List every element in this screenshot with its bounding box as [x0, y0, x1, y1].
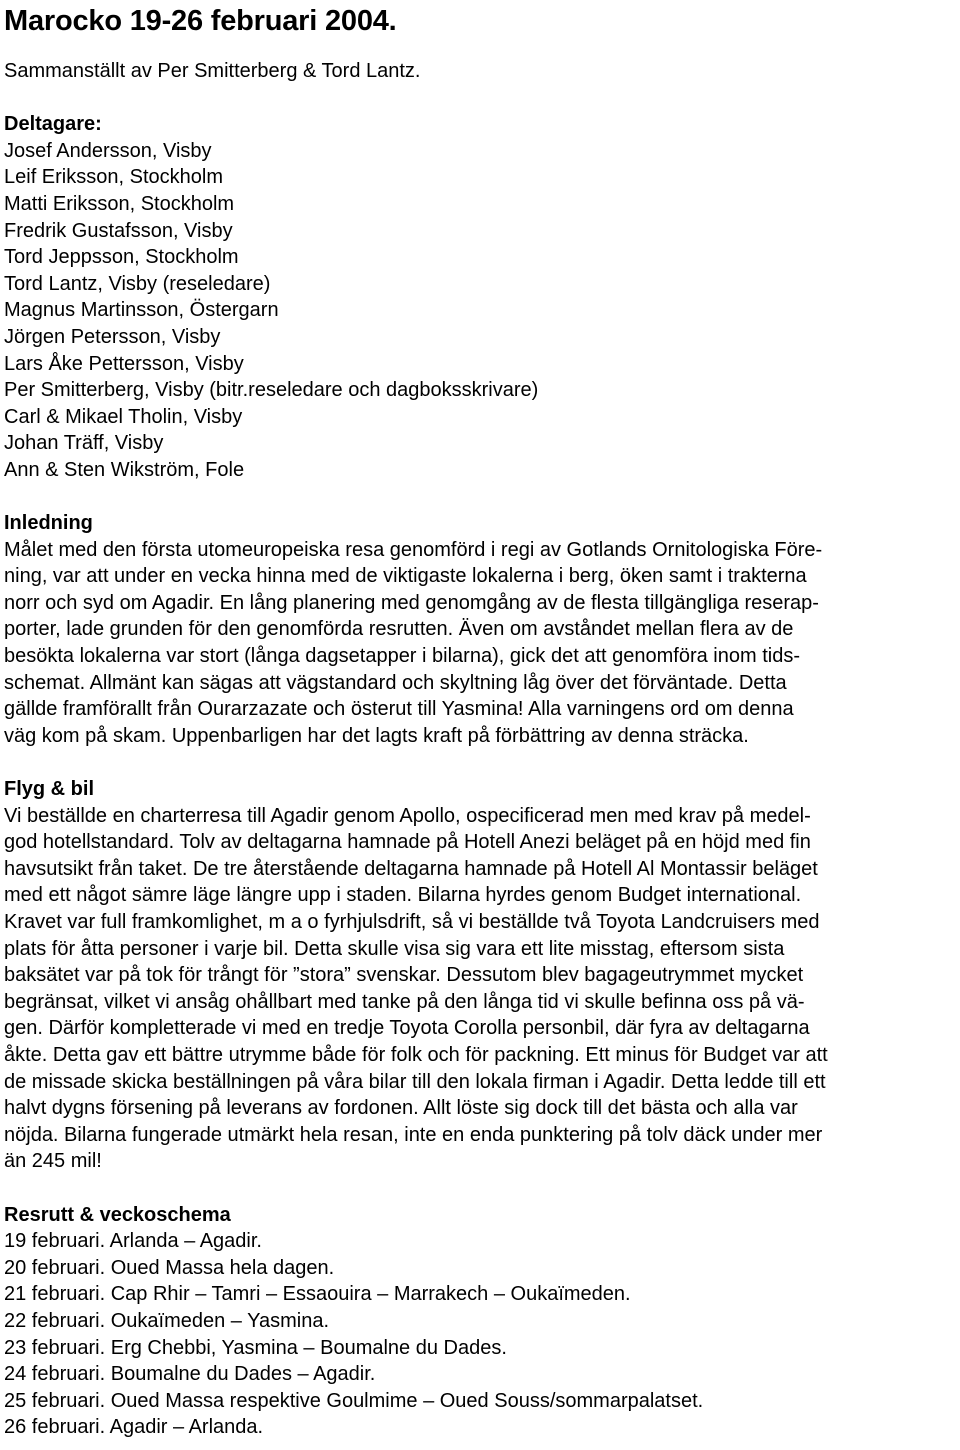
paragraph-line: plats för åtta personer i varje bil. Detta skulle visa sig vara ett lite misstag, eftersom sista: [4, 937, 785, 960]
paragraph-line: besökta lokalerna var stort (långa dagsetapper i bilarna), gick det att genomföra inom tids-: [4, 645, 800, 668]
schedule-item: 19 februari. Arlanda – Agadir.: [4, 1230, 262, 1253]
participants-heading: Deltagare:: [4, 113, 102, 136]
compiled-by-line: Sammanställt av Per Smitterberg & Tord Lantz.: [4, 60, 421, 82]
paragraph-line: Kravet var full framkomlighet, m a o fyrhjulsdrift, så vi beställde två Toyota Landcruisers med: [4, 911, 820, 933]
participants-list: [4, 138, 956, 484]
participant-item: Jörgen Petersson, Visby: [4, 325, 221, 348]
schedule-item: 22 februari. Oukaïmeden – Yasmina.: [4, 1309, 329, 1332]
paragraph-line: norr och syd om Agadir. En lång planering med genomgång av de flesta tillgängliga reserap-: [4, 591, 819, 614]
paragraph-line: Målet med den första utomeuropeiska resa genomförd i regi av Gotlands Ornitologiska Före-: [4, 538, 823, 561]
flight-car-section: [4, 776, 956, 1175]
paragraph-line: porter, lade grunden för den genomförda resrutten. Även om avståndet mellan flera av de: [4, 618, 794, 641]
paragraph-line: ning, var att under en vecka hinna med de viktigaste lokalerna i berg, öken samt i trakterna: [4, 565, 807, 588]
paragraph-line: schemat. Allmänt kan sägas att vägstandard och skyltning låg över det förväntade. Detta: [4, 671, 787, 694]
participant-item: Leif Eriksson, Stockholm: [4, 166, 223, 189]
participant-item: Lars Åke Pettersson, Visby: [4, 352, 244, 375]
paragraph-line: åkte. Detta gav ett bättre utrymme både för folk och för packning. Ett minus för Budget var att: [4, 1043, 828, 1066]
flight-car-heading: Flyg & bil: [4, 778, 94, 801]
paragraph-line: gen. Därför kompletterade vi med en tredje Toyota Corolla personbil, där fyra av deltagarna: [4, 1017, 810, 1040]
document-page: [4, 0, 956, 1441]
schedule-item: 21 februari. Cap Rhir – Tamri – Essaouira – Marrakech – Oukaïmeden.: [4, 1283, 631, 1306]
paragraph-line: havsutsikt från taket. De tre återstående deltagarna hamnade på Hotell Al Montassir beläget: [4, 857, 818, 880]
paragraph-line: väg kom på skam. Uppenbarligen har det lagts kraft på förbättring av denna sträcka.: [4, 724, 749, 747]
participant-item: Tord Lantz, Visby (reseledare): [4, 272, 271, 295]
participants-section: [4, 111, 956, 483]
schedule-heading: Resrutt & veckoschema: [4, 1203, 231, 1226]
paragraph-line: baksätet var på tok för trångt för ”stora” svenskar. Dessutom blev bagageutrymmet mycket: [4, 964, 804, 987]
introduction-heading: Inledning: [4, 512, 93, 535]
paragraph-line: begränsat, vilket vi ansåg ohållbart med tanke på den långa tid vi skulle befinna oss på vä-: [4, 990, 805, 1013]
schedule-item: 23 februari. Erg Chebbi, Yasmina – Boumalne du Dades.: [4, 1336, 507, 1359]
paragraph-line: Vi beställde en charterresa till Agadir genom Apollo, ospecificerad men med krav på medel-: [4, 804, 811, 827]
participant-item: Fredrik Gustafsson, Visby: [4, 219, 233, 242]
paragraph-line: gällde framförallt från Ourarzazate och österut till Yasmina! Alla varningens ord om denna: [4, 698, 794, 721]
document-title: Marocko 19-26 februari 2004.: [4, 5, 397, 37]
participant-item: Carl & Mikael Tholin, Visby: [4, 405, 243, 428]
participant-item: Tord Jeppsson, Stockholm: [4, 246, 239, 269]
paragraph-line: nöjda. Bilarna fungerade utmärkt hela resan, inte en enda punktering på tolv däck under mer: [4, 1123, 823, 1146]
participant-item: Per Smitterberg, Visby (bitr.reseledare och dagboksskrivare): [4, 379, 539, 402]
schedule-item: 25 februari. Oued Massa respektive Goulmime – Oued Souss/sommarpalatset.: [4, 1389, 704, 1412]
schedule-item: 24 februari. Boumalne du Dades – Agadir.: [4, 1363, 376, 1386]
paragraph-line: än 245 mil!: [4, 1150, 102, 1173]
schedule-list: [4, 1228, 956, 1441]
participant-item: Johan Träff, Visby: [4, 432, 164, 455]
paragraph-line: god hotellstandard. Tolv av deltagarna hamnade på Hotell Anezi beläget på en höjd med fin: [4, 831, 811, 854]
paragraph-line: halvt dygns försening på leverans av fordonen. Allt löste sig dock till det bästa och alla var: [4, 1097, 798, 1120]
schedule-item: 20 februari. Oued Massa hela dagen.: [4, 1256, 335, 1279]
paragraph-line: de missade skicka beställningen på våra bilar till den lokala firman i Agadir. Detta ledde till ett: [4, 1070, 826, 1093]
flight-car-paragraph: [4, 803, 956, 1175]
participant-item: Magnus Martinsson, Östergarn: [4, 299, 279, 322]
participant-item: Matti Eriksson, Stockholm: [4, 192, 235, 215]
introduction-section: [4, 510, 956, 749]
participant-item: Josef Andersson, Visby: [4, 139, 212, 162]
paragraph-line: med ett något sämre läge längre upp i staden. Bilarna hyrdes genom Budget international.: [4, 884, 802, 907]
schedule-section: [4, 1202, 956, 1441]
participant-item: Ann & Sten Wikström, Fole: [4, 458, 245, 481]
schedule-item: 26 februari. Agadir – Arlanda.: [4, 1416, 264, 1439]
introduction-paragraph: [4, 537, 956, 750]
